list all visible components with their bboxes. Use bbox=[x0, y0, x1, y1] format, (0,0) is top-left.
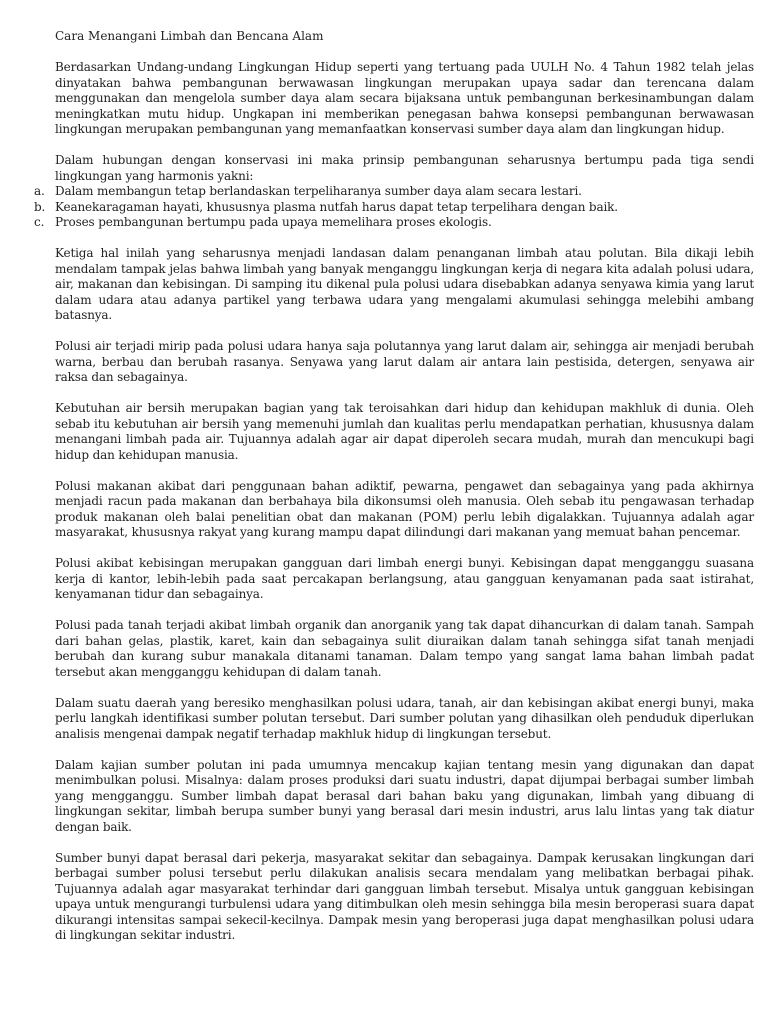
list-item-text: Keanekaragaman hayati, khususnya plasma nutfah harus dapat tetap terpelihara dengan baik. bbox=[55, 199, 618, 214]
list-item bbox=[34, 215, 754, 231]
list-marker: b. bbox=[34, 199, 46, 214]
paragraph: Polusi air terjadi mirip pada polusi udara hanya saja polutannya yang larut dalam air, sehingga air menjadi berubah warna, berbau dan berubah rasanya. Senyawa yang larut dalam air antara lain pestisida, detergen, senyawa air raksa dan sebagainya. bbox=[55, 339, 754, 384]
principles-list bbox=[34, 184, 754, 231]
paragraph: Berdasarkan Undang-undang Lingkungan Hidup seperti yang tertuang pada UULH No. 4 Tahun 1982 telah jelas dinyatakan bahwa pembangunan berwawasan lingkungan merupakan upaya sadar dan terencana dalam menggunakan dan mengelola sumber daya alam secara bijaksana untuk pembangunan berkesinambungan dalam meningkatkan mutu hidup. Ungkapan ini memberikan penegasan bahwa konsepsi pembangunan berwawasan lingkungan merupakan pembangunan yang memanfaatkan konservasi sumber daya alam dan lingkungan hidup. bbox=[55, 60, 754, 136]
list-item bbox=[34, 184, 754, 200]
list-marker: c. bbox=[34, 215, 45, 229]
paragraph: Polusi akibat kebisingan merupakan gangguan dari limbah energi bunyi. Kebisingan dapat mengganggu suasana kerja di kantor, lebih-lebih pada saat percakapan berlangsung, atau gangguan kenyamanan pada saat istirahat, kenyamanan tidur dan sebagainya. bbox=[55, 556, 754, 601]
paragraph: Kebutuhan air bersih merupakan bagian yang tak teroisahkan dari hidup dan kehidupan makhluk di dunia. Oleh sebab itu kebutuhan air bersih yang memenuhi jumlah dan kualitas perlu mendapatkan perhatian, khususnya dalam menangani limbah pada air. Tujuannya adalah agar air dapat diperoleh secara mudah, murah dan mencukupi bagi hidup dan kehidupan manusia. bbox=[55, 401, 754, 462]
paragraph: Ketiga hal inilah yang seharusnya menjadi landasan dalam penanganan limbah atau polutan. Bila dikaji lebih mendalam tampak jelas bahwa limbah yang banyak menganggu lingkungan kerja di negara kita adalah polusi udara, air, makanan dan kebisingan. Di samping itu dikenal pula polusi udara disebabkan adanya senyawa kimia yang larut dalam udara atau adanya partikel yang terbawa udara yang mengalami akumulasi sehingga melebihi ambang batasnya. bbox=[55, 246, 754, 322]
paragraph: Sumber bunyi dapat berasal dari pekerja, masyarakat sekitar dan sebagainya. Dampak kerusakan lingkungan dari berbagai sumber polusi tersebut perlu dilakukan analisis secara mendalam yang melibatkan berbagai pihak. Tujuannya adalah agar masyarakat terhindar dari gangguan limbah tersebut. Misalya untuk gangguan kebisingan upaya untuk mengurangi turbulensi udara yang ditimbulkan oleh mesin sehingga bila mesin beroperasi suara dapat dikurangi intensitas sampai sekecil-kecilnya. Dampak mesin yang beroperasi juga dapat menghasilkan polusi udara di lingkungan sekitar industri. bbox=[55, 850, 754, 942]
list-item-text: Proses pembangunan bertumpu pada upaya memelihara proses ekologis. bbox=[55, 215, 492, 229]
list-marker: a. bbox=[34, 184, 45, 198]
document-title: Cara Menangani Limbah dan Bencana Alam bbox=[55, 29, 324, 43]
paragraph: Polusi makanan akibat dari penggunaan bahan adiktif, pewarna, pengawet dan sebagainya yang pada akhirnya menjadi racun pada makanan dan berbahaya bila dikonsumsi oleh manusia. Oleh sebab itu pengawasan terhadap produk makanan oleh balai penelitian obat dan makanan (POM) perlu lebih digalakkan. Tujuannya adalah agar masyarakat, khususnya rakyat yang kurang mampu dapat dilindungi dari makanan yang memuat bahan pencemar. bbox=[55, 478, 754, 539]
list-item-text: Dalam membangun tetap berlandaskan terpeliharanya sumber daya alam secara lestari. bbox=[55, 184, 582, 198]
list-item bbox=[34, 199, 754, 216]
paragraph: Polusi pada tanah terjadi akibat limbah organik dan anorganik yang tak dapat dihancurkan di dalam tanah. Sampah dari bahan gelas, plastik, karet, kain dan sebagainya sulit diuraikan dalam tanah sehingga sifat tanah menjadi berubah dan kurang subur manakala ditanami tanaman. Dalam tempo yang sangat lama bahan limbah padat tersebut akan mengganggu kehidupan di dalam tanah. bbox=[55, 618, 754, 679]
paragraph: Dalam suatu daerah yang beresiko menghasilkan polusi udara, tanah, air dan kebisingan akibat energi bunyi, maka perlu langkah identifikasi sumber polutan tersebut. Dari sumber polutan yang dihasilkan oleh penduduk diperlukan analisis mengenai dampak negatif terhadap makhluk hidup di lingkungan tersebut. bbox=[55, 695, 754, 741]
paragraph: Dalam kajian sumber polutan ini pada umumnya mencakup kajian tentang mesin yang digunakan dan dapat menimbulkan polusi. Misalnya: dalam proses produksi dari suatu industri, dapat dijumpai berbagai sumber limbah yang mengganggu. Sumber limbah dapat berasal dari bahan baku yang digunakan, limbah yang dibuang di lingkungan sekitar, limbah berupa sumber bunyi yang berasal dari mesin industri, arus lalu lintas yang tak diatur dengan baik. bbox=[55, 757, 754, 834]
paragraph: Dalam hubungan dengan konservasi ini maka prinsip pembangunan seharusnya bertumpu pada tiga sendi lingkungan yang harmonis yakni: bbox=[55, 153, 754, 183]
